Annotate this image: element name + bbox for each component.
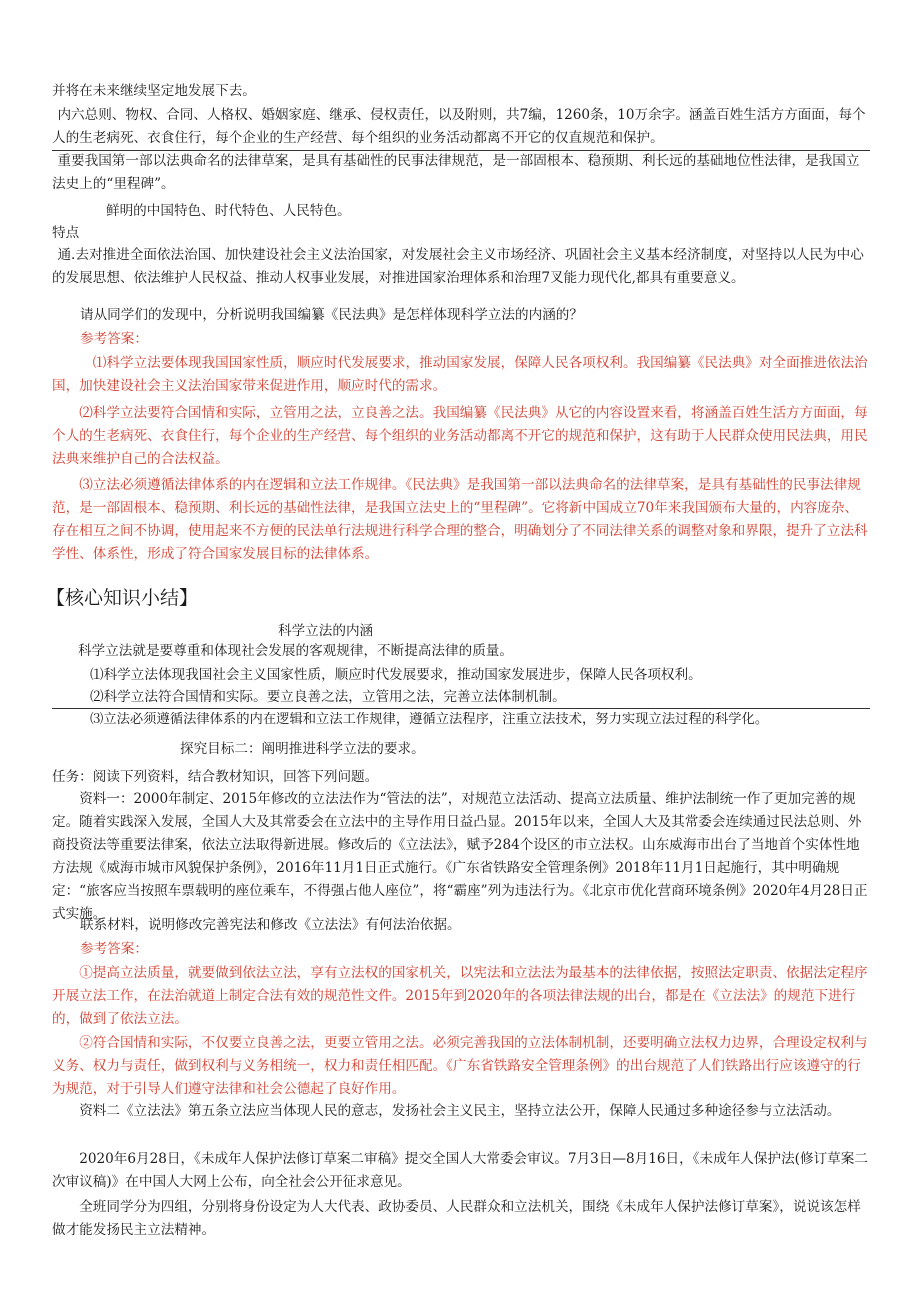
summary-item-3: ⑶立法必须遵循法律体系的内在逻辑和立法工作规律，遵循立法程序，注重立法技术，努力实现立法过程的科学化。 <box>90 712 769 727</box>
answer-1-item-2: ⑵科学立法要符合国情和实际，立管用之法，立良善之法。我国编纂《民法典》从它的内容设置来看，将涵盖百姓生活方方面面，每个人的生老病死、衣食住行，每个企业的生产经营、每个组织的业务活动都离不开它的规范和保护，这有助于人民群众使用民法典，用民法典来维护自己的合法权益。 <box>52 405 868 467</box>
material-2-paragraph: 全班同学分为四组，分别将身份设定为人大代表、政协委员、人民群众和立法机关，围绕《未成年人保护法修订草案》，说说该怎样做才能发扬民主立法精神。 <box>52 1199 861 1238</box>
material-1: 资料一：2000年制定、2015年修改的立法法作为“管法的法”，对规范立法活动、提高立法质量、维护法制统一作了更加完善的规定。随着实践深入发展，全国人大及其常委会在立法中的主导作用日益凸显。2015年以来，全国人大及其常委会连续通过民法总则、外商投资法等重要法律案，依法立法取得新进展。修改后的《立法法》，赋予284个设区的市立法权。山东威海市出台了当地首个实体性地方法规《威海市城市风貌保护条例》，2016年11月1日正式施行。《广东省铁路安全管理条例》2018年11月1日起施行，其中明确规定：“旅客应当按照车票载明的座位乘车，不得强占他人座位”，将“霸座”列为违法行为。《北京市优化营商环境条例》2020年4月28日正式实施。 <box>52 791 868 922</box>
summary-item-1: ⑴科学立法体现我国社会主义国家性质，顺应时代发展要求，推动国家发展进步，保障人民各项权利。 <box>90 667 702 683</box>
characteristics-line: 鲜明的中国特色、时代特色、人民特色。 <box>106 203 351 219</box>
answer-2-item-2: ②符合国情和实际，不仅要立良善之法，更要立管用之法。必须完善我国的立法体制机制，还要明确立法权力边界，合理设定权利与义务、权力与责任，做到权利与义务相统一，权力和责任相匹配。《广东省铁路安全管理条例》的出台规范了人们铁路出行应该遵守的行为规范，对于引导人们遵守法律和社会公德起了良好作用。 <box>52 1035 868 1097</box>
section-heading: 【核心知识小结】 <box>46 587 199 609</box>
question-1: 请从同学们的发现中，分析说明我国编纂《民法典》是怎样体现科学立法的内涵的？ <box>80 307 583 323</box>
answer-1-item-1: ⑴科学立法要体现我国国家性质，顺应时代发展要求，推动国家发展，保障人民各项权利。我国编纂《民法典》对全面推进依法治国，加快建设社会主义法治国家带来促进作用，顺应时代的需求。 <box>52 355 868 394</box>
summary-title: 科学立法的内涵 <box>278 623 374 639</box>
answer-2-item-1: ①提高立法质量，就要做到依法立法，享有立法权的国家机关，以宪法和立法法为最基本的法律依据，按照法定职责、依据法定程序开展立法工作，在法治就道上制定合法有效的规范性文件。2015年到2020年的各项法律法规的出台，都是在《立法法》的规范下进行的，做到了依法立法。 <box>52 965 868 1027</box>
answer-label: 参考答案： <box>80 941 148 957</box>
intro-line: 并将在未来继续坚定地发展下去。 <box>52 83 256 99</box>
goal-title: 探究目标二：阐明推进科学立法的要求。 <box>180 741 425 757</box>
feature-label: 特点 <box>52 225 80 241</box>
meaning-paragraph: 通.去对推进全面依法治国、加快建设社会主义法治国家，对发展社会主义市场经济、巩固社会主义基本经济制度，对坚持以人民为中心的发展思想、依法维护人民权益、推动人权事业发展，对推进国家治理体系和治理7叉能力现代化,都具有重要意义。 <box>52 247 864 286</box>
content-paragraph: 内六总则、物权、合同、人格权、婚姻家庭、继承、侵权责任，以及附则，共7编，1260条，10万余字。涵盖百姓生活方方面面，每个人的生老病死、衣食住行，每个企业的生产经营、每个组织的业务活动都离不开它的仅直规范和保护。 <box>52 107 866 146</box>
answer-1-item-3: ⑶立法必须遵循法律体系的内在逻辑和立法工作规律。《民法典》是我国第一部以法典命名的法律草案，是具有基础性的民事法律规范，是一部固根本、稳预期、利长远的基础性法律，是我国立法史上的“里程碑”。它将新中国成立70年来我国颁布大量的，内容庞杂、存在相互之间不协调，使用起来不方便的民法单行法规进行科学合理的整合，明确划分了不同法律关系的调整对象和界限，提升了立法科学性、体系性，形成了符合国家发展目标的法律体系。 <box>52 477 868 562</box>
material-2-paragraph: 2020年6月28日，《未成年人保护法修订草案二审稿》提交全国人大常委会审议。7月3日—8月16日，《未成年人保护法(修订草案二次审议稿)》在中国人大网上公布，向全社会公开征求意见。 <box>52 1151 868 1190</box>
material-2-paragraph: 资料二《立法法》第五条立法应当体现人民的意志，发扬社会主义民主，坚持立法公开，保障人民通过多种途径参与立法活动。 <box>79 1103 841 1119</box>
significance-paragraph: 重要我国第一部以法典命名的法律草案，是具有基础性的民事法律规范，是一部固根本、稳预期、利长远的基础地位性法律，是我国立法史上的“里程碑”。 <box>52 153 860 192</box>
question-2: 联系材料，说明修改完善宪法和修改《立法法》有何法治依据。 <box>80 917 461 933</box>
summary-item-2: ⑵科学立法符合国情和实际。要立良善之法，立管用之法，完善立法体制机制。 <box>90 689 566 705</box>
summary-intro: 科学立法就是要尊重和体现社会发展的客观规律，不断提高法律的质量。 <box>78 643 513 659</box>
task-line: 任务：阅读下列资料，结合教材知识，回答下列问题。 <box>52 769 379 785</box>
answer-label: 参考答案： <box>80 331 148 347</box>
